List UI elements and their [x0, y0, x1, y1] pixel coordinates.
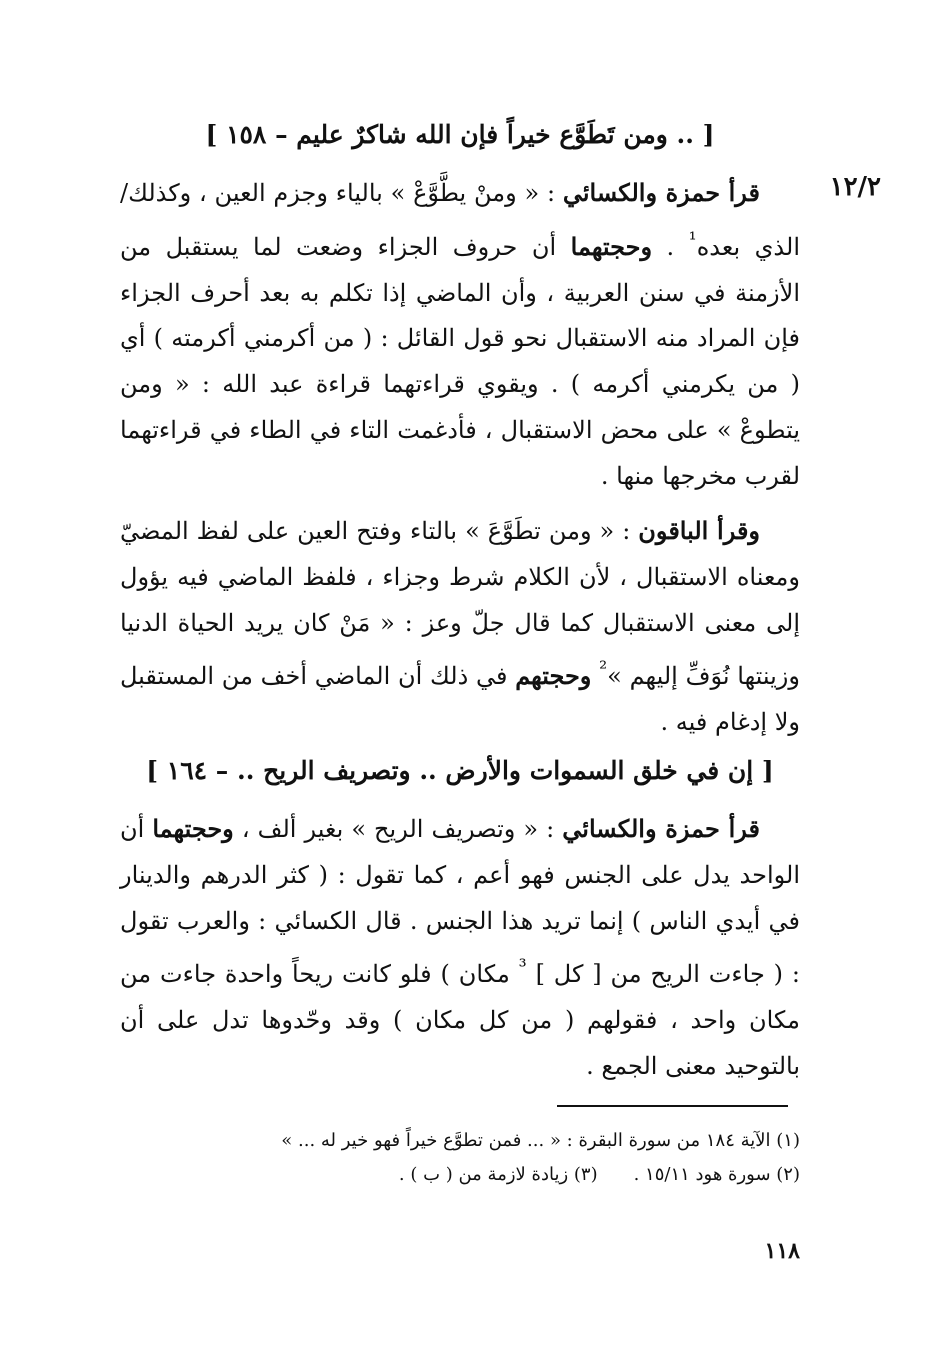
reader-names: قرأ حمزة والكسائي [562, 178, 760, 207]
text-segment: مكان ) فلو كانت ريحاً واحدة جاءت من مكان واحد ، فقولهم ( من كل مكان ) وقد وحّدوها تدل على أن بالتوحيد معنى الجمع . [120, 960, 800, 1080]
paragraph-others [120, 508, 800, 746]
footnote-1: (١) الآية ١٨٤ من سورة البقرة : « ... فمن تطوَّع خيراً فهو خير له ... » [281, 1130, 800, 1151]
paragraph-hamza-kisai [120, 170, 800, 500]
verse-heading-164: [ إن في خلق السموات والأرض .. وتصريف الريح .. – ١٦٤ ] [146, 756, 774, 785]
text-segment: : « ومنْ يطَّوَّعْ » بالياء وجزم العين ، وكذلك/ الذي بعده [120, 179, 800, 261]
paragraph-wind [120, 806, 800, 1090]
text-segment: أن حروف الجزاء وضعت لما يستقبل من الأزمنة في سنن العربية ، وأن الماضي إذا تكلم به بعد أحرف الجزاء فإن المراد منه الاستقبال نحو قول القائل : ( من أكرمني أكرمته ) أي ( من يكرمني أكرمه ) . ويقوي قراءتهما قراءة عبد الله : « ومن يتطوعْ » على محض الاستقبال ، فأدغمت التاء في الطاء في قراءتهما لقرب مخرجها منها . [120, 232, 800, 490]
footnote-separator [557, 1105, 788, 1107]
page-number: ١١٨ [764, 1238, 800, 1264]
text-segment: أن الواحد يدل على الجنس فهو أعم ، كما تقول : ( كثر الدرهم والدينار في أيدي الناس ) إنما تريد هذا الجنس . قال الكسائي : والعرب تقول : ( جاءت الريح من [ كل ] [120, 815, 801, 989]
proof-label: وحجتهم [515, 661, 592, 691]
text-segment: . [652, 232, 689, 261]
margin-reference: ١٢/٢ [829, 172, 881, 202]
footnote-ref-1: ¹ [688, 226, 697, 251]
text-segment: : « وتصريف الريح » بغير ألف ، [233, 815, 563, 843]
footnote-3: (٣) زيادة لازمة من ( ب ) . [398, 1164, 598, 1185]
footnote-2: (٢) سورة هود ١٥/١١ . [633, 1164, 800, 1185]
proof-label: وحجتهما [152, 814, 234, 843]
text-segment: : « ومن تطَوَّعَ » بالتاء وفتح العين على لفظ المضيّ ومعناه الاستقبال ، لأن الكلام شرط وجزاء ، فلفظ الماضي فيه يؤول إلى معنى الاستقبال كما قال جلّ وعز : « مَنْ كان يريد الحياة الدنيا وزينتها نُوَفِّ إليهم » [120, 517, 800, 691]
footnote-ref-3: ³ [518, 954, 527, 979]
proof-label: وحجتهما [570, 231, 653, 261]
verse-heading-158: [ .. ومن تَطَوَّع خيراً فإن الله شاكرٌ عليم – ١٥٨ ] [205, 120, 715, 149]
text-segment [591, 662, 599, 690]
text-segment: في ذلك أن الماضي أخف من المستقبل ولا إدغام فيه . [120, 662, 800, 737]
footnote-ref-2: ² [599, 656, 608, 681]
reader-names: وقرأ الباقون [638, 516, 761, 545]
reader-names: قرأ حمزة والكسائي [562, 814, 761, 843]
footnotes-2-3 [160, 1158, 800, 1192]
